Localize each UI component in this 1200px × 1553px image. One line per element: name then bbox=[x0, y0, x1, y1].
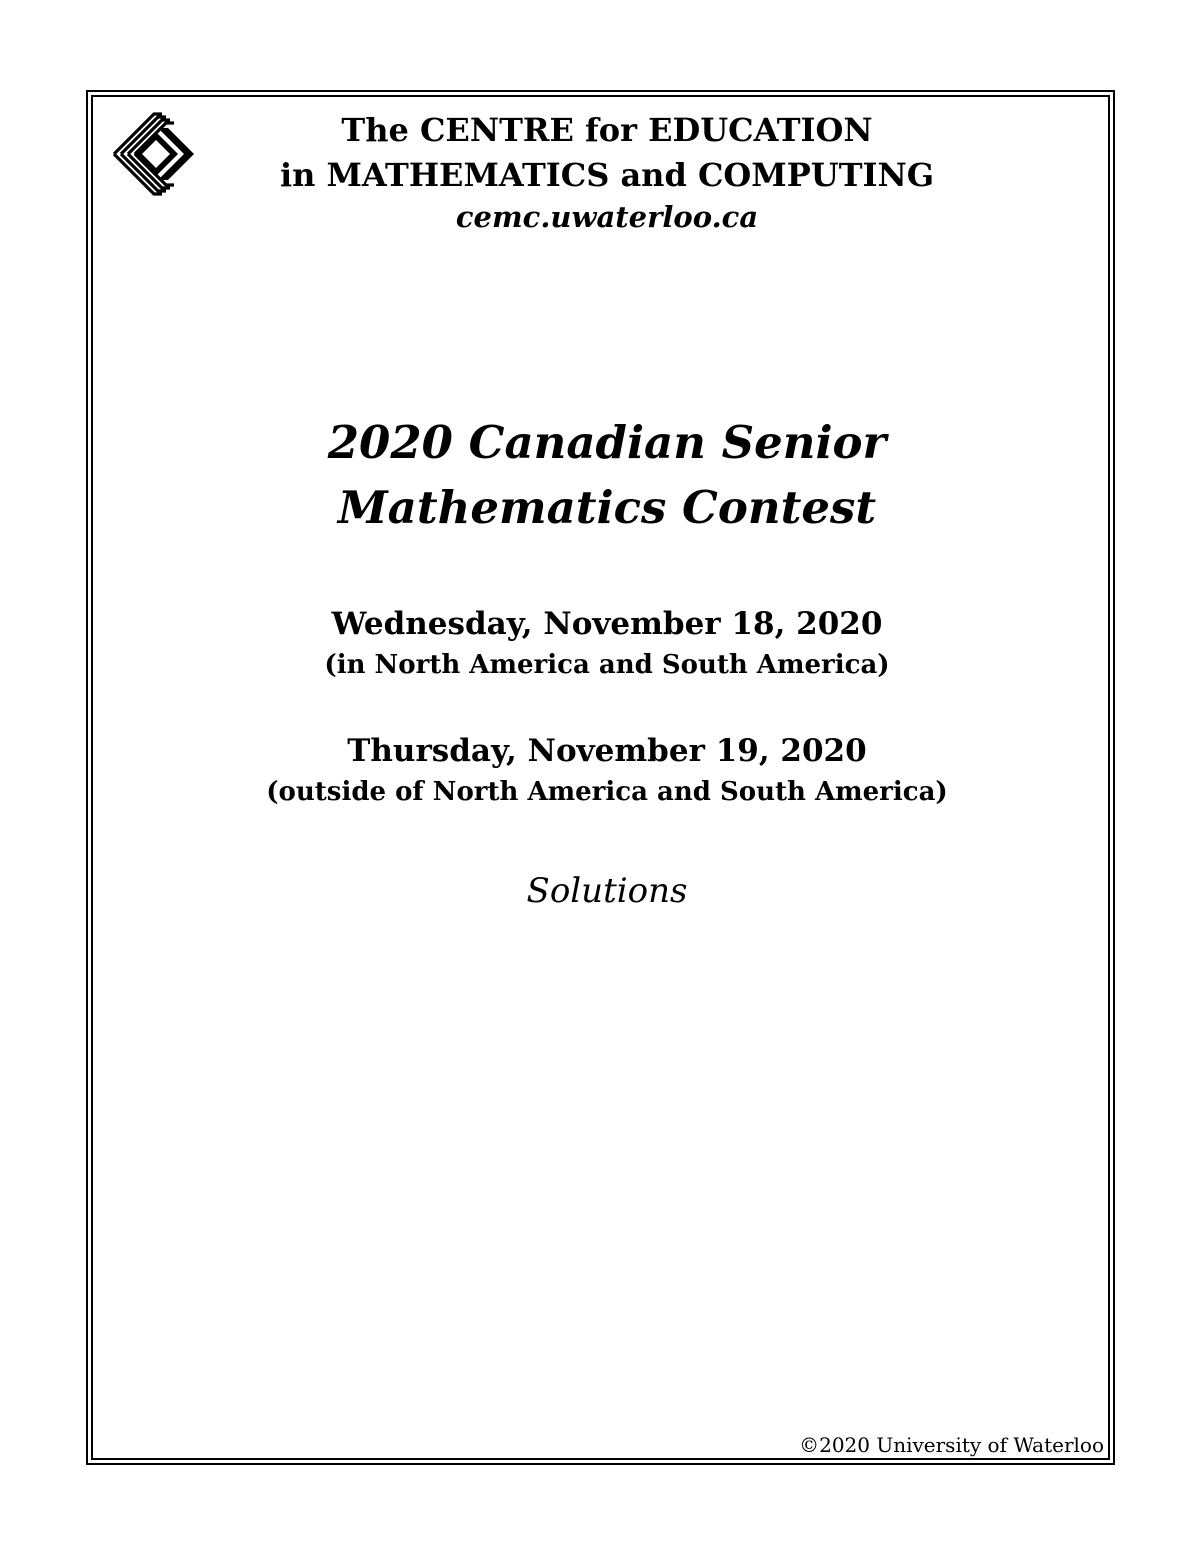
contest-date-2: Thursday, November 19, 2020 bbox=[347, 733, 867, 769]
contest-region-2: (outside of North America and South America) bbox=[266, 777, 948, 807]
contest-date-1: Wednesday, November 18, 2020 bbox=[331, 606, 883, 642]
contest-title-line2: Mathematics Contest bbox=[337, 481, 877, 534]
org-website: cemc.uwaterloo.ca bbox=[455, 200, 759, 234]
contest-region-1: (in North America and South America) bbox=[324, 650, 890, 680]
contest-title-line1: 2020 Canadian Senior bbox=[327, 416, 887, 469]
org-name-line2: in MATHEMATICS and COMPUTING bbox=[279, 156, 935, 194]
org-name-line1: The CENTRE for EDUCATION bbox=[341, 111, 873, 149]
copyright-notice: ©2020 University of Waterloo bbox=[799, 1433, 1104, 1457]
document-type: Solutions bbox=[526, 871, 688, 911]
